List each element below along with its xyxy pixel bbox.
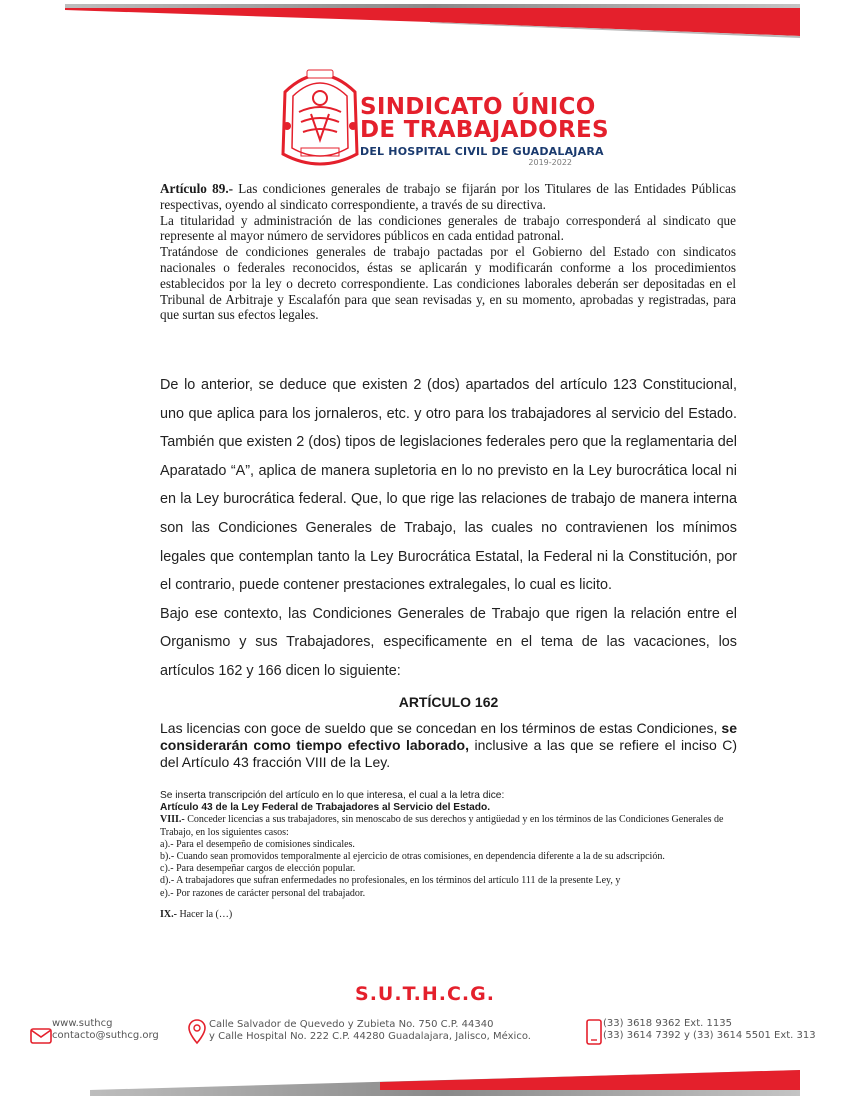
phone-icon [586,1019,602,1045]
footer-web-contact [30,1018,159,1042]
footer-address-1: Calle Salvador de Quevedo y Zubieta No. 750 C.P. 44340 [209,1019,494,1030]
location-pin-icon [188,1019,206,1045]
fraction-viii [160,814,738,838]
footer-phone-2[interactable]: (33) 3614 7392 y (33) 3614 5501 Ext. 313 [603,1030,816,1041]
article-89-paragraph-3: Tratándose de condiciones generales de trabajo pactadas por el Gobierno del Estado con sindicatos nacionales o federales reconocidos, éstas se aplicarán y modificarán conforme a los procedimientos establecidos por la ley o decreto correspondiente. Las condiciones laborales deberán ser depositadas en el Tribunal de Arbitraje y Escalafón para que sean revisadas y, en su momento, aprobadas y registradas, para que surtan sus efectos legales. [160,244,736,323]
fraction-ix [160,909,738,921]
fraction-viii-label: VIII.- [160,814,185,826]
header-band [0,0,850,48]
body-paragraph-1: De lo anterior, se deduce que existen 2 (dos) apartados del artículo 123 Constitucional, uno que aplica para los jornaleros, etc. y otro para los trabajadores al servicio del Estado. También que existen 2 (dos) tipos de legislaciones federales pero que la reglamentaria del Aparatado “A”, aplica de manera supletoria en lo no previsto en la Ley burocrática local ni en la Ley burocrática federal. Que, lo que rige las relaciones de trabajo de manera interna son las Condiciones Generales de Trabajo, las cuales no contravienen los mínimos legales que contemplan tanto la Ley Burocrática Estatal, la Federal ni la Constitución, por el contrario, puede contener prestaciones extralegales, lo cual es licito. [160,377,737,594]
law-title-text: Artículo 43 de la Ley Federal de Trabajadores al Servicio del Estado. [160,802,491,814]
transcription-intro: Se inserta transcripción del artículo en lo que interesa, el cual a la letra dice: [160,790,505,801]
footer-address [188,1019,531,1043]
footer-brand: S.U.T.H.C.G. [355,983,495,1005]
body-paragraph-2: Bajo ese contexto, las Condiciones Generales de Trabajo que rigen la relación entre el Organismo y sus Trabajadores, especificamente en el tema de las vacaciones, los artículos 162 y 166 dicen lo siguiente: [160,605,737,679]
list-item: b).- Cuando sean promovidos temporalmente al ejercicio de otras comisiones, en dependencia diferente a la de su adscripción. [160,851,665,863]
law-title [160,802,738,814]
body-text [160,371,737,686]
article-89-label: Artículo 89.- [160,181,234,196]
article-89-text-1: Las condiciones generales de trabajo se fijarán por los Titulares de las Entidades Públicas respectivas, oyendo al sindicato correspondiente, a través de su directiva. [160,181,736,212]
article-162-text-a: Las licencias con goce de sueldo que se concedan en los términos de estas Condiciones, [160,720,722,736]
footer-phones [586,1018,816,1042]
brand-line-3: DEL HOSPITAL CIVIL DE GUADALAJARA [360,145,604,158]
footer-band [0,1056,850,1100]
article-162-text-bold: se considerarán como tiempo efectivo laborado, [160,720,737,753]
footer-web[interactable]: www.suthcg [52,1018,113,1029]
article-89-paragraph-2: La titularidad y administración de las condiciones generales de trabajo corresponderá al sindicato que represente al mayor número de servidores públicos en cada entidad patronal. [160,212,736,244]
footer-address-2: y Calle Hospital No. 222 C.P. 44280 Guadalajara, Jalisco, México. [209,1031,531,1042]
article-162-text [160,720,737,771]
fraction-viii-text: Conceder licencias a sus trabajadores, sin menoscabo de sus derechos y antigüedad y en los términos de las Condiciones Generales de Trabajo, en los siguientes casos: [160,814,724,838]
article-89-block [160,181,736,323]
union-brand [360,96,609,167]
article-89-paragraph-1 [160,181,736,213]
fraction-ix-text: Hacer la (…) [176,908,233,920]
law-transcription [160,790,738,921]
footer-phone-1[interactable]: (33) 3618 9362 Ext. 1135 [603,1018,732,1029]
union-seal-logo [277,62,363,170]
brand-line-2: DE TRABAJADORES [360,117,609,143]
list-item: e).- Por razones de carácter personal del trabajador. [160,887,366,899]
brand-line-1: SINDICATO ÚNICO [360,94,596,120]
article-162-text-b: inclusive a las que se refiere el inciso C) del Artículo 43 fracción VIII de la Ley. [160,737,737,770]
list-item: d).- A trabajadores que sufran enfermedades no profesionales, en los términos del artículo 111 de la presente Ley, y [160,875,621,887]
mail-icon [30,1028,52,1044]
brand-years: 2019-2022 [528,158,572,167]
list-item: a).- Para el desempeño de comisiones sindicales. [160,838,355,850]
fraction-ix-label: IX.- [160,908,177,920]
list-item: c).- Para desempeñar cargos de elección popular. [160,863,356,875]
footer-email[interactable]: contacto@suthcg.org [52,1030,159,1041]
article-162-title: ARTÍCULO 162 [398,694,499,710]
